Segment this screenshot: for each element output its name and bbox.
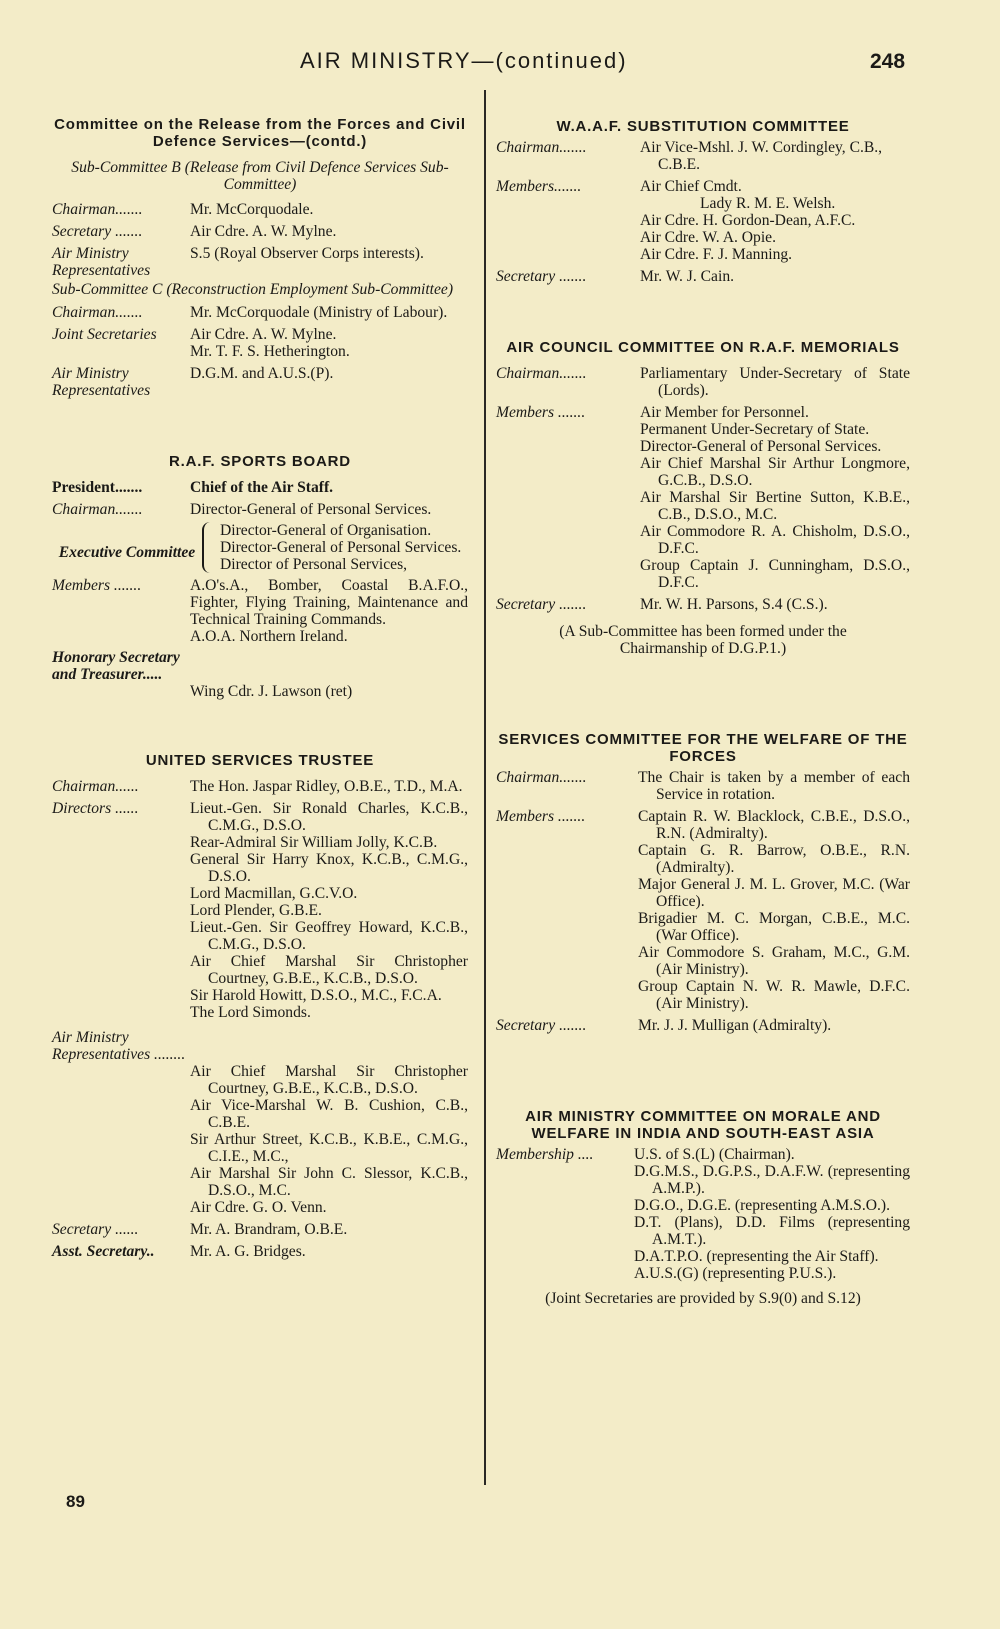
entry-row: [52, 501, 468, 518]
entry-row: [496, 268, 910, 285]
entry-line: Air Commodore S. Graham, M.C., G.M. (Air Ministry).: [638, 944, 910, 978]
section-heading: UNITED SERVICES TRUSTEE: [145, 752, 375, 769]
entry-value: [190, 1021, 468, 1216]
entry-line: Director of Personal Services,: [220, 556, 408, 573]
entry-label: Asst. Secretary..: [52, 1243, 155, 1260]
entry-line: Brigadier M. C. Morgan, C.B.E., M.C. (War Office).: [638, 910, 910, 944]
brace-mark: [202, 522, 214, 573]
entry-row: [52, 1221, 468, 1238]
entry-line: Air Marshal Sir John C. Slessor, K.C.B., D.S.O., M.C.: [190, 1165, 468, 1199]
entry-line: A.U.S.(G) (representing P.U.S.).: [634, 1265, 837, 1282]
entry-line: Director-General of Personal Services.: [640, 438, 882, 455]
entry-line: Lord Plender, G.B.E.: [190, 902, 322, 919]
entry-row: [52, 778, 468, 795]
entry-row: [496, 808, 910, 1012]
entry-label: Secretary .......: [496, 268, 587, 285]
entry-row: [496, 178, 910, 263]
entry-label: Chairman.......: [52, 201, 143, 218]
release-committee-section: [52, 116, 468, 399]
entry-label: Air Ministry Representatives: [52, 365, 151, 399]
entry-label: Directors ......: [52, 800, 139, 817]
entry-line: Sir Harold Howitt, D.S.O., M.C., F.C.A.: [190, 987, 442, 1004]
entry-label: Secretary .......: [496, 596, 587, 613]
entry-row: [52, 304, 468, 321]
entry-line: D.T. (Plans), D.D. Films (representing A.M.T.).: [634, 1214, 910, 1248]
entry-row: [496, 365, 910, 399]
entry-line: Air Cdre. A. W. Mylne.: [190, 326, 337, 343]
entry-row: [496, 139, 910, 173]
entry-row: [52, 800, 468, 1021]
entry-value: [634, 1146, 910, 1282]
entry-line: A.O's.A., Bomber, Coastal B.A.F.O., Fighter, Flying Training, Maintenance and Technical Training Commands.: [190, 577, 468, 628]
entry-label: Honorary Secretary and Treasurer.....: [52, 649, 180, 683]
entry-value: Wing Cdr. J. Lawson (ret): [190, 683, 353, 700]
entry-line: Permanent Under-Secretary of State.: [640, 421, 870, 438]
entry-line: Air Chief Marshal Sir Christopher Courtney, G.B.E., K.C.B., D.S.O.: [190, 953, 468, 987]
entry-line: U.S. of S.(L) (Chairman).: [634, 1146, 795, 1163]
entry-line: Sir Arthur Street, K.C.B., K.B.E., C.M.G., C.I.E., M.C.,: [190, 1131, 468, 1165]
entry-line: Mr. T. F. S. Hetherington.: [190, 343, 350, 360]
entry-value: [220, 522, 468, 573]
waaf-substitution-section: [496, 118, 910, 285]
entry-value: Mr. W. H. Parsons, S.4 (C.S.).: [640, 596, 828, 613]
entry-label: Chairman.......: [52, 304, 143, 321]
raf-memorials-section: [496, 339, 910, 657]
entry-line: General Sir Harry Knox, K.C.B., C.M.G., D.S.O.: [190, 851, 468, 885]
entry-line: Air Vice-Marshal W. B. Cushion, C.B., C.B.E.: [190, 1097, 468, 1131]
entry-line: Lady R. M. E. Welsh.: [700, 195, 836, 212]
entry-value: Air Vice-Mshl. J. W. Cordingley, C.B., C.B.E.: [640, 139, 883, 173]
entry-label: Members.......: [496, 178, 582, 195]
entry-value: The Chair is taken by a member of each Service in rotation.: [638, 769, 910, 803]
entry-row: [52, 1021, 468, 1216]
entry-label: Chairman.......: [496, 769, 587, 786]
page-number: 248: [870, 50, 906, 73]
entry-line: D.G.M.S., D.G.P.S., D.A.F.W. (representing A.M.P.).: [634, 1163, 910, 1197]
entry-value: Chief of the Air Staff.: [190, 479, 334, 496]
entry-label: Air Ministry Representatives ........: [52, 1029, 186, 1063]
entry-line: Lieut.-Gen. Sir Ronald Charles, K.C.B., C.M.G., D.S.O.: [190, 800, 468, 834]
entry-row: [52, 223, 468, 240]
entry-label: President.......: [52, 479, 143, 496]
folio-number: 89: [66, 1492, 85, 1511]
section-heading: Committee on the Release from the Forces and Civil Defence Services—(contd.): [54, 116, 466, 150]
entry-label: Members .......: [52, 577, 142, 594]
entry-row: [496, 596, 910, 613]
morale-welfare-section: [496, 1108, 910, 1307]
entry-line: Air Chief Marshal Sir Christopher Courtney, G.B.E., K.C.B., D.S.O.: [190, 1063, 468, 1097]
entry-value: D.G.M. and A.U.S.(P).: [190, 365, 334, 382]
entry-label: Chairman......: [52, 778, 139, 795]
page-header: [0, 44, 1000, 84]
entry-value: [190, 800, 468, 1021]
section-heading: SERVICES COMMITTEE FOR THE WELFARE OF THE FORCES: [498, 731, 908, 765]
section-heading: AIR COUNCIL COMMITTEE ON R.A.F. MEMORIALS: [506, 339, 900, 356]
entry-line: Air Member for Personnel.: [640, 404, 809, 421]
entry-value: Mr. W. J. Cain.: [640, 268, 735, 285]
entry-line: Lord Macmillan, G.C.V.O.: [190, 885, 358, 902]
entry-line: D.G.O., D.G.E. (representing A.M.S.O.).: [634, 1197, 890, 1214]
entry-label: Chairman.......: [496, 139, 587, 156]
entry-value: Mr. McCorquodale.: [190, 201, 314, 218]
entry-line: Air Commodore R. A. Chisholm, D.S.O., D.F.C.: [640, 523, 910, 557]
entry-line: Air Cdre. F. J. Manning.: [640, 246, 793, 263]
entry-line: Air Cdre. G. O. Venn.: [190, 1199, 327, 1216]
entry-label: Air Ministry Representatives: [52, 245, 151, 279]
entry-label: Secretary .......: [52, 223, 143, 240]
entry-line: Director-General of Personal Services.: [220, 539, 462, 556]
entry-row: [52, 479, 468, 496]
entry-label: Chairman.......: [52, 501, 143, 518]
section-note: (Joint Secretaries are provided by S.9(0) and S.12): [545, 1290, 861, 1307]
entry-line: Air Chief Cmdt.: [640, 178, 742, 195]
entry-value: Mr. A. G. Bridges.: [190, 1243, 306, 1260]
entry-line: Group Captain J. Cunningham, D.S.O., D.F.C.: [640, 557, 910, 591]
entry-line: Air Cdre. H. Gordon-Dean, A.F.C.: [640, 212, 856, 229]
entry-line: Captain G. R. Barrow, O.B.E., R.N. (Admiralty).: [638, 842, 910, 876]
entry-value: Mr. A. Brandram, O.B.E.: [190, 1221, 348, 1238]
united-services-trustee-section: [52, 752, 468, 1260]
entry-row: [52, 201, 468, 218]
entry-row: [52, 577, 468, 645]
section-heading: AIR MINISTRY COMMITTEE ON MORALE AND WELFARE IN INDIA AND SOUTH-EAST ASIA: [525, 1108, 881, 1142]
entry-value: [638, 808, 910, 1012]
entry-value: Air Cdre. A. W. Mylne.: [190, 223, 337, 240]
entry-value: Director-General of Personal Services.: [190, 501, 432, 518]
entry-row: [52, 326, 468, 360]
right-column: [496, 118, 910, 1307]
entry-label: Executive Committee: [58, 544, 196, 561]
entry-label: Members .......: [496, 404, 586, 421]
entry-line: Director-General of Organisation.: [220, 522, 432, 539]
entry-label: Chairman.......: [496, 365, 587, 382]
section-heading: W.A.A.F. SUBSTITUTION COMMITTEE: [556, 118, 850, 135]
entry-line: Rear-Admiral Sir William Jolly, K.C.B.: [190, 834, 438, 851]
entry-line: Major General J. M. L. Grover, M.C. (War Office).: [638, 876, 910, 910]
entry-value: Parliamentary Under-Secretary of State (Lords).: [640, 365, 910, 399]
section-note: (A Sub-Committee has been formed under the Chairmanship of D.G.P.1.): [559, 623, 847, 657]
left-column: [52, 116, 468, 1260]
entry-value: [640, 404, 910, 591]
entry-value: The Hon. Jaspar Ridley, O.B.E., T.D., M.A.: [190, 778, 463, 795]
subcommittee-heading: Sub-Committee C (Reconstruction Employment Sub-Committee): [52, 281, 454, 298]
entry-value: Mr. McCorquodale (Ministry of Labour).: [190, 304, 448, 321]
entry-line: The Lord Simonds.: [190, 1004, 311, 1021]
entry-label: Members .......: [496, 808, 586, 825]
executive-committee-block: [52, 522, 468, 573]
entry-label: Membership ....: [496, 1146, 594, 1163]
entry-label: Secretary ......: [52, 1221, 139, 1238]
entry-row: [496, 404, 910, 591]
running-title: AIR MINISTRY—(continued): [300, 48, 628, 73]
entry-line: Lieut.-Gen. Sir Geoffrey Howard, K.C.B., C.M.G., D.S.O.: [190, 919, 468, 953]
entry-line: Captain R. W. Blacklock, C.B.E., D.S.O., R.N. (Admiralty).: [638, 808, 910, 842]
entry-line: Group Captain N. W. R. Mawle, D.F.C. (Air Ministry).: [638, 978, 910, 1012]
entry-line: Air Marshal Sir Bertine Sutton, K.B.E., C.B., D.S.O., M.C.: [640, 489, 910, 523]
raf-sports-board-section: [52, 453, 468, 700]
entry-row: [496, 1146, 910, 1282]
entry-line: Air Chief Marshal Sir Arthur Longmore, G.C.B., D.S.O.: [640, 455, 910, 489]
entry-line: D.A.T.P.O. (representing the Air Staff).: [634, 1248, 879, 1265]
entry-row: [496, 769, 910, 803]
entry-value: [190, 326, 468, 360]
entry-value: [190, 577, 468, 645]
entry-row: [496, 1017, 910, 1034]
entry-line: Air Cdre. W. A. Opie.: [640, 229, 777, 246]
entry-value: S.5 (Royal Observer Corps interests).: [190, 245, 424, 262]
entry-value: Mr. J. J. Mulligan (Admiralty).: [638, 1017, 832, 1034]
entry-row: [52, 649, 468, 700]
entry-line: A.O.A. Northern Ireland.: [190, 628, 348, 645]
entry-label: Joint Secretaries: [52, 326, 157, 343]
subcommittee-heading: Sub-Committee B (Release from Civil Defence Services Sub-Committee): [71, 159, 449, 193]
column-divider: [484, 90, 486, 1485]
entry-label: Secretary .......: [496, 1017, 587, 1034]
entry-row: [52, 365, 468, 399]
entry-row: [52, 245, 468, 279]
section-heading: R.A.F. SPORTS BOARD: [169, 453, 351, 470]
entry-row: [52, 1243, 468, 1260]
entry-value: [640, 178, 910, 263]
services-welfare-section: [496, 731, 910, 1034]
